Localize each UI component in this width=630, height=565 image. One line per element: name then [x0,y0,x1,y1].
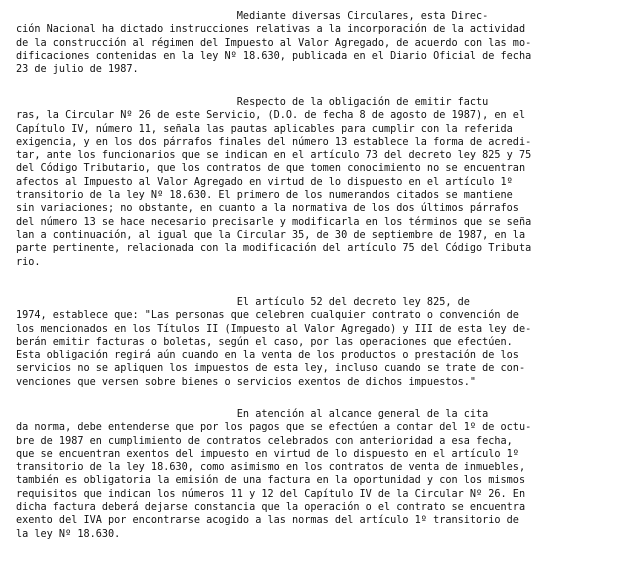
text-line: requisitos que indican los números 11 y 12 del Capítulo IV de la Circular Nº 26. En [16,488,526,500]
text-line: sin variaciones; no obstante, en cuanto a la normativa de los dos últimos párrafos [16,203,519,215]
text-line: ras, la Circular Nº 26 de este Servicio, (D.O. de fecha 8 de agosto de 1987), en el [16,110,526,122]
text-line: El artículo 52 del decreto ley 825, de [16,297,470,308]
text-line: venciones que versen sobre bienes o servicios exentos de dichos impuestos." [16,376,477,388]
text-line: también es obligatoria la emisión de una factura en la oportunidad y con los mismos [16,475,526,487]
text-line: bre de 1987 en cumplimiento de contratos celebrados con anterioridad a esa fecha, [16,435,513,447]
text-line: que se encuentran exentos del impuesto en virtud de lo dispuesto en el artículo 1º [16,448,519,460]
text-line: 1974, establece que: "Las personas que celebren cualquier contrato o convención de [16,310,519,322]
text-line: lan a continuación, al igual que la Circular 35, de 30 de septiembre de 1987, en la [16,229,526,241]
text-line: tar, ante los funcionarios que se indican en el artículo 73 del decreto ley 825 y 75 [16,150,532,162]
text-line: ción Nacional ha dictado instrucciones relativas a la incorporación de la actividad [16,24,526,36]
paragraph-conclusion [16,408,616,541]
text-line: la ley Nº 18.630. [16,528,121,540]
text-line: Capítulo IV, número 11, señala las pautas aplicables para cumplir con la referida [16,123,513,135]
text-line: da norma, debe entenderse que por los pagos que se efectúen a contar del 1º de octu- [16,422,532,434]
text-line: Respecto de la obligación de emitir factu [16,97,489,108]
paragraph-invoice-obligation [16,96,616,269]
text-line: berán emitir facturas o boletas, según el caso, por las operaciones que efectúen. [16,336,513,348]
text-line: 23 de julio de 1987. [16,64,139,76]
text-line: dicha factura deberá dejarse constancia que la operación o el contrato se encuentra [16,502,526,514]
text-line: transitorio de la ley 18.630, como asimismo en los contratos de venta de inmuebles, [16,462,526,474]
text-line: transitorio de la ley Nº 18.630. El primero de los numerandos citados se mantiene [16,190,513,202]
text-line: Esta obligación regirá aún cuando en la venta de los productos o prestación de los [16,350,519,362]
paragraph-article-52-quote [16,296,616,389]
text-line: exento del IVA por encontrarse acogido a las normas del artículo 1º transitorio de [16,515,519,527]
text-line: parte pertinente, relacionada con la modificación del artículo 75 del Código Tributa [16,243,532,255]
text-line: rio. [16,256,41,268]
paragraph-introduction [16,10,616,76]
text-line: exigencia, y en los dos párrafos finales del número 13 establece la forma de acredi- [16,136,532,148]
text-line: Mediante diversas Circulares, esta Direc- [16,11,489,22]
text-line: servicios no se apliquen los impuestos de esta ley, incluso cuando se trate de con- [16,363,526,375]
text-line: afectos al Impuesto al Valor Agregado en virtud de lo dispuesto en el artículo 1º [16,176,513,188]
text-line: del número 13 se hace necesario precisarle y modificarla en los términos que se seña [16,216,532,228]
text-line: En atención al alcance general de la cita [16,409,489,420]
text-line: del Código Tributario, que los contratos de que tomen conocimiento no se encuentran [16,163,526,175]
text-line: de la construcción al régimen del Impuesto al Valor Agregado, de acuerdo con las mo- [16,37,532,49]
text-line: dificaciones contenidas en la ley Nº 18.630, publicada en el Diario Oficial de fecha [16,50,532,62]
text-line: los mencionados en los Títulos II (Impuesto al Valor Agregado) y III de esta ley de- [16,323,532,335]
